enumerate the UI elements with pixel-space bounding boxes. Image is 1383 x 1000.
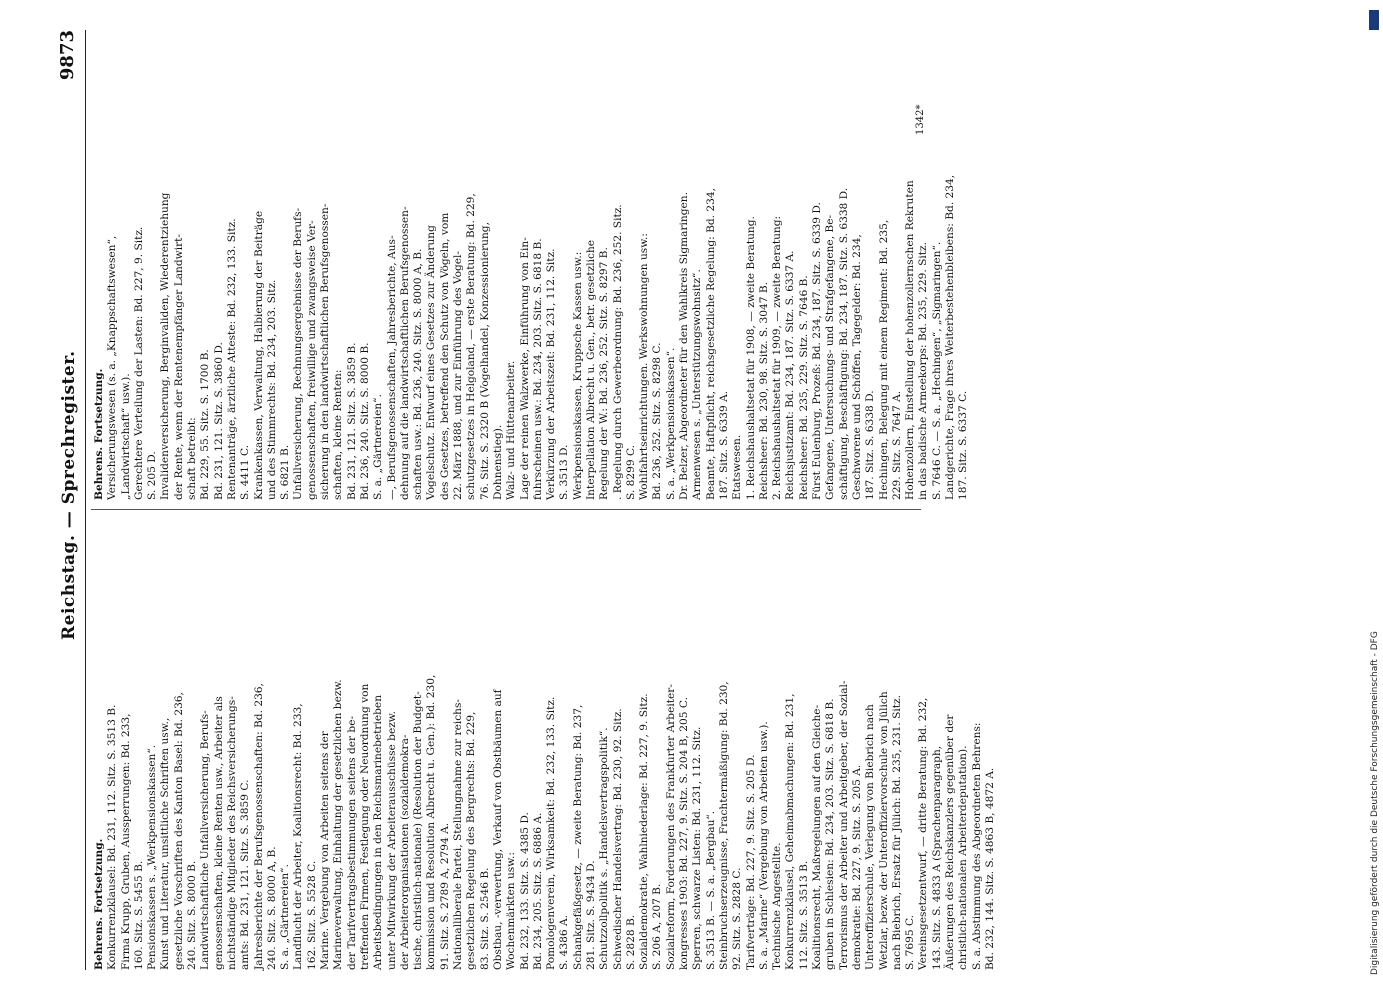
index-entry-line: Lage der reinen Walzwerke, Einführung von Ein- [518, 237, 531, 500]
index-entry-line: Hechingen, Belegung mit einem Regiment: Bd. 235, [877, 219, 890, 500]
index-entry-line: S. 7646 C. — S. a. „Hechingen“, „Sigmaringen“. [930, 241, 943, 500]
index-entry-line: 76. Sitz. S. 2320 B (Vogelhandel, Konzessionierung, [478, 222, 491, 500]
index-entry-line: Bd. 229, 55. Sitz. S. 1700 B. [199, 349, 212, 500]
index-entry-line: unter Mitwirkung der Arbeiterausschüsse bezw. [385, 711, 398, 970]
index-entry-line: schaften usw.: Bd. 236, 240. Sitz. S. 8000 A, B. [412, 248, 425, 500]
index-entry-line: S. 2828 B. [624, 914, 637, 970]
index-entry-line: S. 4411 C. [239, 444, 252, 500]
index-entry-line: tische, christlich-nationale) (Resolution der Budget- [412, 691, 425, 970]
index-entry-line: 22. März 1888, und zur Einführung des Vogel- [452, 250, 465, 500]
index-entry-line: S. 205 D. [146, 451, 159, 500]
index-entry-line: Wohlfahrtseinrichtungen. Werkswohnungen usw.: [638, 233, 651, 500]
index-entry-line: 1. Reichshaushaltsetat für 1908, — zweite Beratung. [744, 216, 757, 500]
left-column-heading: Behrens. Fortsetzung. [93, 838, 105, 970]
index-entry-line: S. 3513 B. — S. a. „Bergbau“. [704, 810, 717, 970]
index-entry-line: Unfallversicherung, Rechnungsergebnisse der Berufs- [292, 207, 305, 500]
index-entry-line: gruben in Schlesien: Bd. 234, 203. Sitz. S. 6818 B. [824, 698, 837, 970]
header-rule [85, 30, 86, 970]
index-entry-line: Krankenkassen, Verwaltung, Halbierung der Beiträge [252, 210, 265, 500]
index-entry-line: gesetzlichen Regelung des Bergrechts: Bd. 229, [465, 711, 478, 970]
index-entry-line: Dr. Belzer, Abgeordneter für den Wahlkreis Sigmaringen. [678, 192, 691, 500]
index-entry-line: Schankgefäßgesetz, — zweite Beratung: Bd. 237, [571, 704, 584, 970]
index-entry-line: 92. Sitz. S. 2828 C. [731, 867, 744, 970]
index-entry-line: amts: Bd. 231, 121. Sitz. S. 3859 C. [239, 779, 252, 970]
index-entry-line: Konkurrenzklausel, Geheimabmachungen: Bd. 231, [784, 693, 797, 970]
dfg-side-note: Digitalisierung gefördert durch die Deutsche Forschungsgemeinschaft - DFG [1370, 631, 1380, 975]
index-entry-line: fuhrscheinen usw.: Bd. 234, 203. Sitz. S. 6818 B. [531, 238, 544, 500]
index-entry-line: Armenwesen s. „Unterstützungswohnsitz“. [691, 269, 704, 500]
index-entry-line: in das badische Armeekorps: Bd. 235, 229. Sitz. [917, 242, 930, 500]
index-entry-line: 112. Sitz. S. 3513 B. [797, 860, 810, 970]
index-entry-line: S. 8299 C. [624, 444, 637, 500]
index-entry-line: des Gesetzes, betreffend den Schutz von Vögeln, vom [438, 212, 451, 500]
left-column-entries [106, 520, 997, 970]
index-entry-line: Reichsheer: Bd. 230, 98. Sitz. S. 3047 B. [757, 282, 770, 500]
index-entry-line: Landflucht der Arbeiter, Koalitionsrecht: Bd. 233, [292, 703, 305, 970]
right-column-heading: Behrens. Fortsetzung. [93, 368, 105, 500]
index-entry-line: genossenschaften, freiwillige und zwangsweise Ver- [305, 220, 318, 500]
left-column [93, 520, 997, 970]
index-entry-line: Sozialdemokratie, Wahlniederlage: Bd. 227, 9. Sitz. [638, 693, 651, 970]
index-entry-line: Regelung der W.: Bd. 236, 252. Sitz. S. 8297 B. [598, 247, 611, 500]
index-entry-line: Kunst und Literatur, unsittliche Schriften usw., [159, 717, 172, 970]
index-entry-line: . Regelung durch Gewerbeordnung: Bd. 236, 252. Sitz. [611, 204, 624, 500]
index-entry-line: Marineverwaltung, Einhaltung der gesetzlichen bezw. [332, 679, 345, 970]
index-entry-line: Terrorismus der Arbeiter und Arbeitgeber, der Sozial- [837, 680, 850, 970]
index-entry-line: Versicherungswesen (s. a. „Knappschaftswesen“, [106, 235, 119, 500]
index-entry-line: gesetzliche Vorschriften des Kanton Basel: Bd. 236, [172, 692, 185, 970]
index-entry-line: 240. Sitz. S. 8000 A, B. [265, 846, 278, 970]
right-column-entries [106, 50, 970, 500]
index-entry-line: Sozialreform, Forderungen des Frankfurter Arbeiter- [664, 684, 677, 970]
index-entry-line: S. a. „Gärtnereien“. [279, 864, 292, 970]
index-entry-line: Verkürzung der Arbeitszeit: Bd. 231, 112. Sitz. [545, 248, 558, 500]
index-entry-line: Konkurrenzklausel: Bd. 231, 112. Sitz. S. 3513 B. [106, 704, 119, 970]
index-entry-line: Arbeitsbedingungen in den Reichsmarinebetrieben [372, 694, 385, 970]
index-entry-line: Interpellation Albrecht u. Gen., betr. gesetzliche [584, 239, 597, 500]
index-entry-line: nichtständige Mitglieder des Reichsversicherungs- [225, 696, 238, 970]
index-entry-line: demokratie: Bd. 227, 9. Sitz. S. 205 A. [850, 764, 863, 970]
index-entry-line: Bd. 231, 121. Sitz. S. 3859 B. [345, 342, 358, 500]
index-entry-line: Reichsjustizamt: Bd. 234, 187. Sitz. S. 6337 A. [784, 250, 797, 500]
index-entry-line: Bd. 236, 240. Sitz. S. 8000 B. [358, 342, 371, 500]
index-entry-line: S. 7695 C. [904, 914, 917, 970]
index-entry-line: Bd. 232, 133. Sitz. S. 4385 D. [518, 812, 531, 970]
index-entry-line: Invalidenversicherung, Berginvaliden, Wiederentziehung [159, 192, 172, 500]
index-entry-line: Schwedischer Handelsvertrag: Bd. 230, 92. Sitz. [611, 708, 624, 970]
index-entry-line: S. 4386 A. [558, 915, 571, 970]
index-entry-line: Technische Angestellte. [771, 842, 784, 970]
index-entry-line: Obstbau, -verwertung, Verkauf von Obstbäumen auf [491, 689, 504, 970]
index-entry-line: S. 3513 D. [558, 444, 571, 500]
index-entry-line: 83. Sitz. S. 2546 B. [478, 867, 491, 970]
page-title: Reichstag. — Sprechregister. [59, 350, 79, 640]
index-entry-line: Jahresberichte der Berufsgenossenschaften: Bd. 236, [252, 683, 265, 970]
index-entry-line: Marine. Vergebung von Arbeiten seitens der [319, 731, 332, 970]
index-entry-line: Steinbruchserzeugnisse, Frachtermäßigung: Bd. 230, [717, 681, 730, 970]
index-entry-line: Sperren, schwarze Listen: Bd. 231, 112. Sitz. [691, 726, 704, 970]
index-entry-line: 240. Sitz. S. 8000 B. [186, 860, 199, 970]
index-entry-line: treffenden Firmen, Festlegung oder Neuordnung von [358, 683, 371, 970]
index-entry-line: Nationalliberale Partei, Stellungnahme zur reichs- [452, 698, 465, 970]
column-divider [91, 509, 921, 510]
index-entry-line: S. a. „Gärtnereien“. [372, 394, 385, 500]
index-entry-line: Vereinsgesetzentwurf, — dritte Beratung: Bd. 232, [917, 697, 930, 970]
index-entry-line: Firma Krupp, Gruben, Aussperrungen: Bd. 233, [119, 713, 132, 970]
index-entry-line: kongresses 1903: Bd. 227, 9. Sitz. S. 204 B, 205 C. [678, 697, 691, 970]
index-entry-line: 187. Sitz. S. 6338 D. [864, 390, 877, 500]
index-entry-line: Beamte, Haftpflicht, reichsgesetzliche Regelung: Bd. 234, [704, 187, 717, 500]
index-entry-line: 160. Sitz. S. 5455 B. [132, 860, 145, 970]
index-entry-line: 2. Reichshaushaltsetat für 1909, — zweite Beratung: [771, 215, 784, 500]
index-entry-line: schäftigung, Beschäftigung: Bd. 234, 187. Sitz. S. 6338 D. [837, 187, 850, 500]
index-entry-line: Äußerungen des Reichskanzlers gegenüber der [944, 714, 956, 970]
index-entry-line: Bd. 236, 252. Sitz. S. 8298 C. [651, 342, 664, 500]
index-entry-line: schaften, kleine Renten: [332, 369, 345, 500]
index-entry-line: S. a. „Werkpensionskassen“. [664, 347, 677, 500]
index-entry-line: —, Berufsgenossenschaften, Jahresberichte, Aus- [385, 235, 398, 500]
index-entry-line: der Tarifvertragsbestimmungen seitens der be- [345, 715, 358, 970]
index-entry-line: 91. Sitz. S. 2789 A, 2794 A. [438, 822, 451, 970]
index-entry-line: Tarifverträge: Bd. 227, 9. Sitz. S. 205 D. [744, 754, 757, 970]
index-entry-line: Wochenmärkten usw.: [505, 852, 518, 970]
footer-page-mark: 1342* [915, 104, 926, 135]
index-entry-line: der Arbeiterorganisationen (sozialdemokra- [398, 734, 411, 970]
index-entry-line: Dohnenstieg). [491, 424, 504, 500]
rotated-page-content [55, 30, 996, 970]
index-entry-line: 281. Sitz. S. 9434 D. [584, 860, 597, 970]
index-entry-line: Koalitionsrecht, Maßregelungen auf den Gleiche- [811, 704, 824, 970]
index-entry-line: schutzgesetzes in Helgoland, — erste Beratung: Bd. 229, [465, 193, 478, 500]
page-number: 9873 [57, 30, 78, 81]
index-entry-line: Gefangene, Untersuchungs- und Strafgefangene, Be- [824, 214, 837, 500]
index-entry-line: Vogelschutz. Entwurf eines Gesetzes zur Änderung [425, 225, 438, 500]
index-entry-line: Geschworene und Schöffen, Tagegelder: Bd. 234, [850, 234, 863, 500]
index-entry-line: Rentenanträge, ärztliche Atteste: Bd. 232, 133. Sitz. [225, 218, 238, 500]
index-entry-line: Walz- und Hüttenarbeiter. [505, 360, 518, 500]
index-entry-line: S. a. Abstimmung des Abgeordneten Behrens: [970, 722, 983, 970]
index-entry-line: sicherung in den landwirtschaftlichen Berufsgenossen- [319, 203, 332, 500]
index-entry-line: Werkpensionskassen, Kruppsche Kassen usw.: [571, 251, 584, 500]
index-entry-line: Pensionskassen s. „Werkpensionskassen“. [146, 744, 159, 970]
index-entry-line: Gerechtere Verteilung der Lasten: Bd. 227, 9. Sitz. [132, 226, 145, 500]
index-entry-line: Landgerichte, Frage ihres Weiterbestehenbleibens: Bd. 234, [944, 174, 956, 500]
index-entry-line: 187. Sitz. S. 6339 A. [717, 390, 730, 500]
index-entry-line: Bd. 232, 144. Sitz. S. 4863 B, 4872 A. [983, 767, 996, 970]
index-entry-line: nach Biebrich, Ersatz für Jülich: Bd. 235, 231. Sitz. [890, 695, 903, 970]
index-entry-line: 162. Sitz. S. 5528 C. [305, 860, 318, 970]
index-entry-line: „Landwirtschaft“ usw.). [119, 373, 132, 500]
index-entry-line: S. 6821 B. [279, 444, 292, 500]
index-entry-line: Unteroffizierschule, Verlegung von Biebrich nach [864, 704, 877, 970]
index-entry-line: Bd. 231, 121. Sitz. S. 3860 D. [212, 342, 225, 500]
index-entry-line: Landwirtschaftliche Unfallversicherung, Berufs- [199, 710, 212, 970]
index-entry-line: christlich-nationalen Arbeiterdeputation). [957, 745, 970, 970]
page-header [55, 30, 85, 970]
right-column [93, 50, 971, 500]
index-entry-line: Schutzzollpolitik s. „Handelsvertragspolitik“. [598, 727, 611, 970]
index-entry-line: der Rente, wenn der Rentenempfänger Landwirt- [172, 233, 185, 500]
index-entry-line: Wetzlar, bezw. der Unteroffiziervorschule von Jülich [877, 691, 890, 970]
index-entry-line: S. a. „Marine“ (Vergebung von Arbeiten usw.). [757, 721, 770, 970]
index-entry-line: 187. Sitz. S. 6337 C. [957, 390, 970, 500]
index-entry-line: Pomologenverein, Wirksamkeit: Bd. 232, 133. Sitz. [545, 696, 558, 970]
index-entry-line: 143. Sitz. S. 4833 A (Sprachenparagraph, [930, 745, 943, 970]
index-entry-line: Fürst Eulenburg, Prozeß: Bd. 234, 187. Sitz. S. 6339 D. [811, 202, 824, 500]
index-entry-line: kommission und Resolution Albrecht u. Gen.): Bd. 230, [425, 674, 438, 970]
index-entry-line: S. 206 A, 207 B. [651, 883, 664, 970]
index-entry-line: dehnung auf die landwirtschaftlichen Berufsgenossen- [398, 206, 411, 500]
index-entry-line: schaft betreibt: [186, 417, 199, 500]
index-entry-line: Reichsheer: Bd. 235, 229. Sitz. S. 7646 B. [797, 275, 810, 500]
index-entry-line: genossenschaften, kleine Renten usw., Arbeiter als [212, 696, 225, 970]
index-entry-line: 229. Sitz. S. 7647 A. [890, 390, 903, 500]
index-entry-line: Bd. 234, 205. Sitz. S. 6886 A. [531, 812, 544, 970]
index-entry-line: und des Stimmrechts: Bd. 234, 203. Sitz. [265, 279, 278, 500]
index-entry-line: Etatswesen. [731, 434, 744, 500]
index-entry-line: Hohenzollern, Einstellung der hohenzollernschen Rekruten [904, 180, 917, 500]
